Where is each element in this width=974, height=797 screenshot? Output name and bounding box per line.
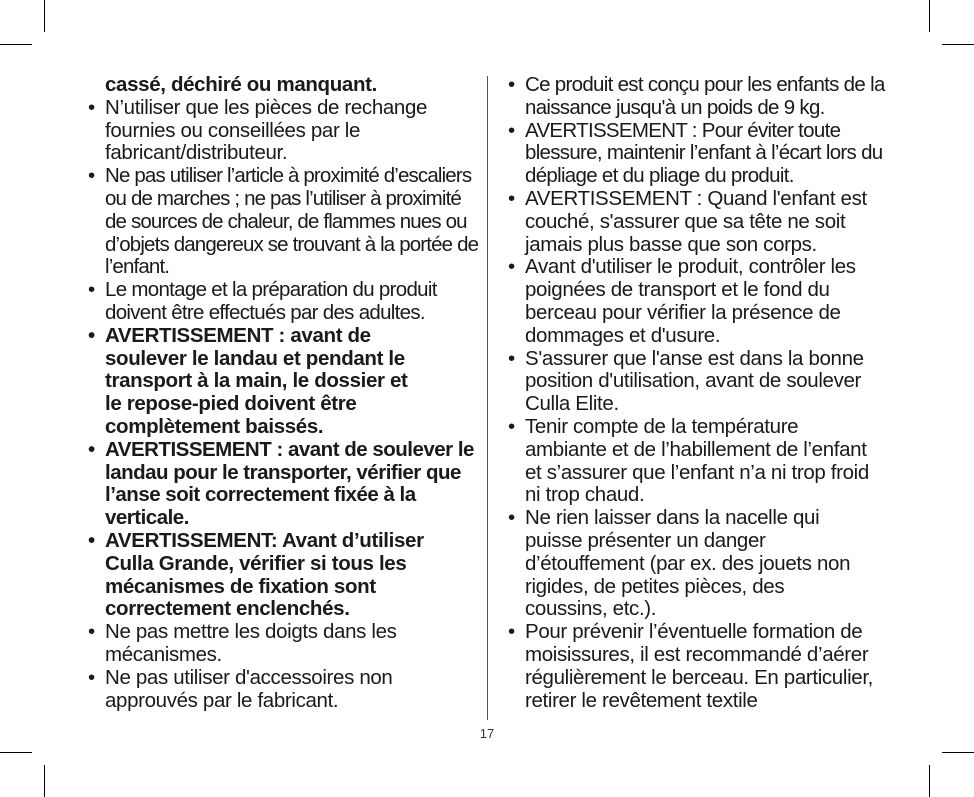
list-item [88, 165, 483, 279]
item-text: AVERTISSEMENT : Quand l'enfant est couché, s'assurer que sa tête ne soit jamais plus basse que son corps. [525, 186, 867, 256]
list-item-continuation [88, 74, 483, 97]
bullet-icon: • [508, 186, 515, 210]
crop-mark [942, 44, 974, 45]
bullet-icon: • [88, 278, 95, 302]
bullet-icon: • [88, 164, 95, 188]
crop-mark [44, 765, 45, 797]
crop-mark [929, 765, 930, 797]
item-text: AVERTISSEMENT : avant de soulever le landau pour le transporter, vérifier que l’anse soit correctement fixée à la verticale. [105, 437, 474, 530]
bullet-icon: • [508, 620, 515, 644]
item-text: AVERTISSEMENT : avant de soulever le landau et pendant le transport à la main, le dossier et le repose-pied doivent être complètement baissés. [105, 323, 408, 438]
list-item [508, 416, 903, 507]
list-item [508, 188, 903, 256]
bullet-icon: • [508, 255, 515, 279]
right-column [508, 74, 903, 712]
item-text: Ne pas mettre les doigts dans les mécanismes. [105, 620, 397, 666]
bullet-icon: • [88, 665, 95, 689]
item-text: Avant d'utiliser le produit, contrôler les poignées de transport et le fond du berceau pour vérifier la présence de dommages et d'usure. [525, 255, 856, 347]
item-text: cassé, déchiré ou manquant. [105, 73, 377, 96]
list-item [508, 621, 903, 712]
item-text: N’utiliser que les pièces de rechange fournies ou conseillées par le fabricant/distributeur. [105, 95, 428, 165]
bullet-icon: • [508, 346, 515, 370]
bullet-icon: • [88, 528, 95, 552]
list-item-warning [88, 325, 483, 439]
column-divider [487, 76, 488, 720]
crop-mark [942, 752, 974, 753]
bullet-icon: • [508, 118, 515, 142]
bullet-icon: • [508, 414, 515, 438]
list-item [508, 74, 903, 120]
bullet-icon: • [88, 95, 95, 119]
item-text: Ce produit est conçu pour les enfants de la naissance jusqu'à un poids de 9 kg. [525, 73, 885, 119]
page-number: 17 [479, 726, 495, 741]
list-item [88, 279, 483, 325]
item-text: Ne pas utiliser d'accessoires non approuvés par le fabricant. [105, 665, 393, 712]
crop-mark [0, 44, 32, 45]
item-text: Le montage et la préparation du produit doivent être effectués par des adultes. [105, 278, 437, 324]
list-item-warning [88, 530, 483, 621]
list-item [88, 621, 483, 667]
list-item [88, 667, 483, 713]
crop-mark [44, 0, 45, 32]
bullet-icon: • [508, 73, 515, 96]
list-item [508, 256, 903, 347]
list-item [508, 507, 903, 621]
left-column [88, 74, 483, 712]
item-text: AVERTISSEMENT : Pour éviter toute blessure, maintenir l’enfant à l’écart lors du dépliage et du pliage du produit. [525, 118, 883, 188]
item-text: AVERTISSEMENT: Avant d’utiliser Culla Grande, vérifier si tous les mécanismes de fixation sont correctement enclenchés. [105, 528, 424, 621]
item-text: S'assurer que l'anse est dans la bonne position d'utilisation, avant de soulever Culla Elite. [525, 346, 864, 416]
item-text: Pour prévenir l’éventuelle formation de moisissures, il est recommandé d’aérer régulièrement le berceau. En particulier, retirer le revêtement textile [525, 620, 874, 712]
crop-mark [0, 752, 32, 753]
list-item-warning [88, 439, 483, 530]
bullet-icon: • [88, 323, 95, 347]
item-text: Ne pas utiliser l’article à proximité d’escaliers ou de marches ; ne pas l’utiliser à proximité de sources de chaleur, de flammes nues ou d’objets dangereux se trouvant à la portée de l’enfant. [105, 164, 479, 279]
list-item [88, 97, 483, 165]
bullet-icon: • [88, 437, 95, 461]
crop-mark [929, 0, 930, 32]
list-item [508, 120, 903, 188]
list-item [508, 348, 903, 416]
bullet-icon: • [508, 506, 515, 530]
item-text: Tenir compte de la température ambiante et de l’habillement de l’enfant et s’assurer que l’enfant n’a ni trop froid ni trop chaud. [525, 414, 869, 507]
item-text: Ne rien laisser dans la nacelle qui puisse présenter un danger d’étouffement (par ex. des jouets non rigides, de petites pièces, des coussins, etc.). [525, 506, 851, 621]
bullet-icon: • [88, 620, 95, 644]
